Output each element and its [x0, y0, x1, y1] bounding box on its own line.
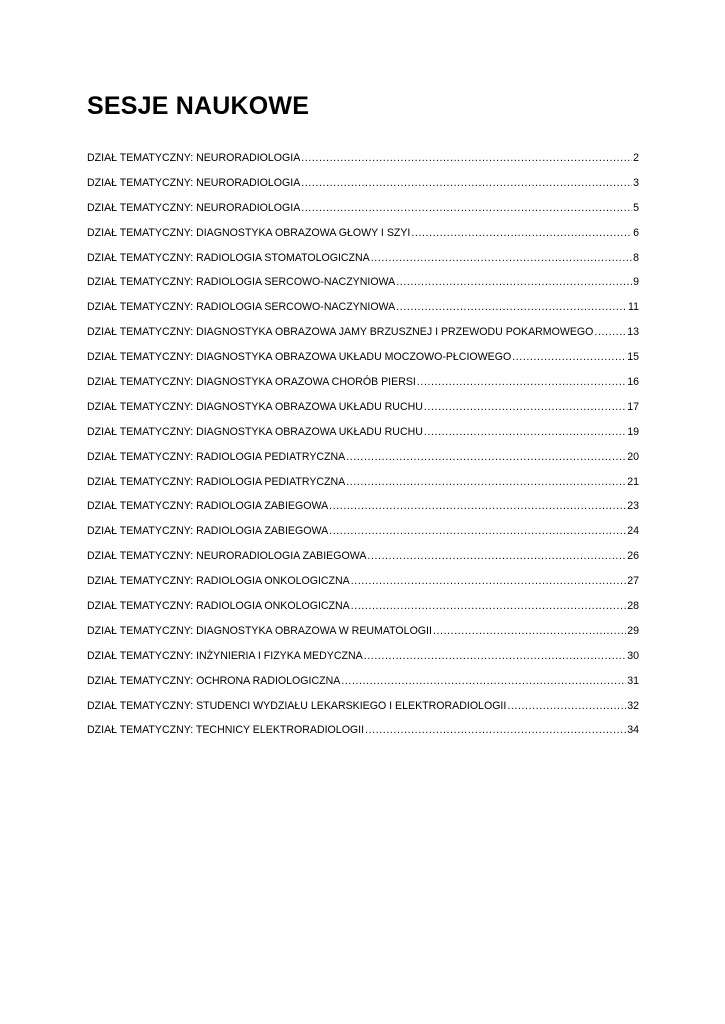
toc-dot-leader [301, 199, 632, 217]
toc-entry-title: DZIAŁ TEMATYCZNY: TECHNICY ELEKTRORADIOLOGII [87, 724, 365, 737]
toc-entry-title: DZIAŁ TEMATYCZNY: NEURORADIOLOGIA ZABIEGOWA [87, 550, 367, 563]
toc-dot-leader [371, 249, 632, 267]
toc-entry-title: DZIAŁ TEMATYCZNY: RADIOLOGIA ONKOLOGICZNA [87, 575, 350, 588]
toc-entry[interactable] [87, 199, 639, 224]
toc-entry-page-number: 11 [628, 301, 639, 314]
toc-entry-page-number: 32 [627, 699, 639, 712]
toc-dot-leader [351, 597, 626, 615]
toc-dot-leader [364, 647, 627, 665]
toc-dot-leader [351, 572, 626, 590]
toc-entry[interactable] [87, 249, 639, 274]
toc-entry-title: DZIAŁ TEMATYCZNY: RADIOLOGIA PEDIATRYCZNA [87, 475, 346, 488]
toc-entry[interactable] [87, 174, 639, 199]
toc-dot-leader [396, 298, 627, 316]
toc-entry[interactable] [87, 622, 639, 647]
toc-dot-leader [433, 622, 626, 640]
toc-entry-page-number: 6 [633, 226, 639, 239]
toc-entry-title: DZIAŁ TEMATYCZNY: RADIOLOGIA ZABIEGOWA [87, 500, 329, 513]
toc-entry-page-number: 34 [627, 724, 639, 737]
toc-entry-page-number: 31 [627, 674, 639, 687]
toc-entry-title: DZIAŁ TEMATYCZNY: RADIOLOGIA STOMATOLOGICZNA [87, 251, 370, 264]
toc-entry[interactable] [87, 149, 639, 174]
toc-entry-page-number: 23 [627, 500, 639, 513]
toc-entry-title: DZIAŁ TEMATYCZNY: DIAGNOSTYKA OBRAZOWA UKŁADU MOCZOWO-PŁCIOWEGO [87, 351, 512, 364]
toc-entry-page-number: 9 [633, 276, 639, 289]
toc-entry-title: DZIAŁ TEMATYCZNY: RADIOLOGIA ZABIEGOWA [87, 525, 329, 538]
toc-dot-leader [346, 473, 626, 491]
toc-entry-title: DZIAŁ TEMATYCZNY: RADIOLOGIA SERCOWO-NACZYNIOWA [87, 301, 396, 314]
toc-entry-title: DZIAŁ TEMATYCZNY: DIAGNOSTYKA OBRAZOWA UKŁADU RUCHU [87, 400, 423, 413]
toc-dot-leader [507, 697, 626, 715]
toc-entry-title: DZIAŁ TEMATYCZNY: STUDENCI WYDZIAŁU LEKARSKIEGO I ELEKTRORADIOLOGII [87, 699, 507, 712]
toc-dot-leader [301, 149, 632, 167]
toc-entry[interactable] [87, 448, 639, 473]
toc-dot-leader [396, 273, 632, 291]
toc-entry[interactable] [87, 672, 639, 697]
toc-dot-leader [329, 522, 626, 540]
toc-dot-leader [346, 448, 626, 466]
toc-entry-page-number: 26 [627, 550, 639, 563]
toc-dot-leader [417, 373, 626, 391]
toc-entry-page-number: 19 [627, 425, 639, 438]
toc-entry-title: DZIAŁ TEMATYCZNY: NEURORADIOLOGIA [87, 201, 301, 214]
toc-entry-page-number: 16 [627, 376, 639, 389]
toc-entry-title: DZIAŁ TEMATYCZNY: DIAGNOSTYKA OBRAZOWA GŁOWY I SZYI [87, 226, 411, 239]
toc-entry-page-number: 3 [633, 176, 639, 189]
toc-dot-leader [329, 497, 626, 515]
toc-entry[interactable] [87, 697, 639, 722]
toc-entry[interactable] [87, 423, 639, 448]
toc-entry-title: DZIAŁ TEMATYCZNY: OCHRONA RADIOLOGICZNA [87, 674, 341, 687]
toc-entry-page-number: 15 [627, 351, 639, 364]
toc-entry-title: DZIAŁ TEMATYCZNY: INŻYNIERIA I FIZYKA MEDYCZNA [87, 649, 363, 662]
toc-entry[interactable] [87, 473, 639, 498]
toc-dot-leader [424, 423, 626, 441]
toc-entry-title: DZIAŁ TEMATYCZNY: NEURORADIOLOGIA [87, 152, 301, 164]
toc-dot-leader [367, 547, 626, 565]
toc-entry[interactable] [87, 497, 639, 522]
toc-entry-page-number: 2 [633, 152, 639, 164]
toc-entry[interactable] [87, 398, 639, 423]
toc-entry[interactable] [87, 298, 639, 323]
toc-entry-page-number: 5 [633, 201, 639, 214]
toc-entry-page-number: 29 [627, 624, 639, 637]
toc-entry-page-number: 13 [627, 326, 639, 339]
toc-entry[interactable] [87, 323, 639, 348]
toc-entry-title: DZIAŁ TEMATYCZNY: RADIOLOGIA ONKOLOGICZNA [87, 600, 350, 613]
toc-entry-title: DZIAŁ TEMATYCZNY: DIAGNOSTYKA OBRAZOWA JAMY BRZUSZNEJ I PRZEWODU POKARMOWEGO [87, 326, 594, 339]
toc-dot-leader [512, 348, 626, 366]
toc-entry-title: DZIAŁ TEMATYCZNY: RADIOLOGIA SERCOWO-NACZYNIOWA [87, 276, 396, 289]
toc-entry[interactable] [87, 647, 639, 672]
toc-dot-leader [411, 224, 632, 242]
toc-entry[interactable] [87, 522, 639, 547]
toc-entry[interactable] [87, 721, 639, 746]
toc-entry[interactable] [87, 273, 639, 298]
toc-entry-page-number: 8 [633, 251, 639, 264]
toc-dot-leader [301, 174, 632, 192]
toc-entry-title: DZIAŁ TEMATYCZNY: RADIOLOGIA PEDIATRYCZNA [87, 450, 346, 463]
toc-entry-page-number: 24 [627, 525, 639, 538]
toc-entry[interactable] [87, 597, 639, 622]
toc-entry-page-number: 20 [627, 450, 639, 463]
page-title: SESJE NAUKOWE [87, 92, 310, 120]
toc-dot-leader [341, 672, 626, 690]
toc-entry-title: DZIAŁ TEMATYCZNY: DIAGNOSTYKA OBRAZOWA W REUMATOLOGII [87, 624, 432, 637]
toc-entry-title: DZIAŁ TEMATYCZNY: DIAGNOSTYKA ORAZOWA CHORÓB PIERSI [87, 376, 416, 389]
table-of-contents [87, 149, 639, 746]
toc-entry[interactable] [87, 348, 639, 373]
toc-entry[interactable] [87, 373, 639, 398]
toc-entry-title: DZIAŁ TEMATYCZNY: DIAGNOSTYKA OBRAZOWA UKŁADU RUCHU [87, 425, 423, 438]
toc-entry-page-number: 30 [627, 649, 639, 662]
toc-entry-page-number: 21 [627, 475, 639, 488]
toc-dot-leader [365, 721, 626, 739]
toc-entry[interactable] [87, 547, 639, 572]
toc-entry-page-number: 27 [627, 575, 639, 588]
toc-entry-page-number: 28 [627, 600, 639, 613]
toc-dot-leader [424, 398, 626, 416]
toc-entry-title: DZIAŁ TEMATYCZNY: NEURORADIOLOGIA [87, 176, 301, 189]
toc-entry[interactable] [87, 572, 639, 597]
toc-entry-page-number: 17 [627, 400, 639, 413]
toc-entry[interactable] [87, 224, 639, 249]
toc-dot-leader [594, 323, 626, 341]
